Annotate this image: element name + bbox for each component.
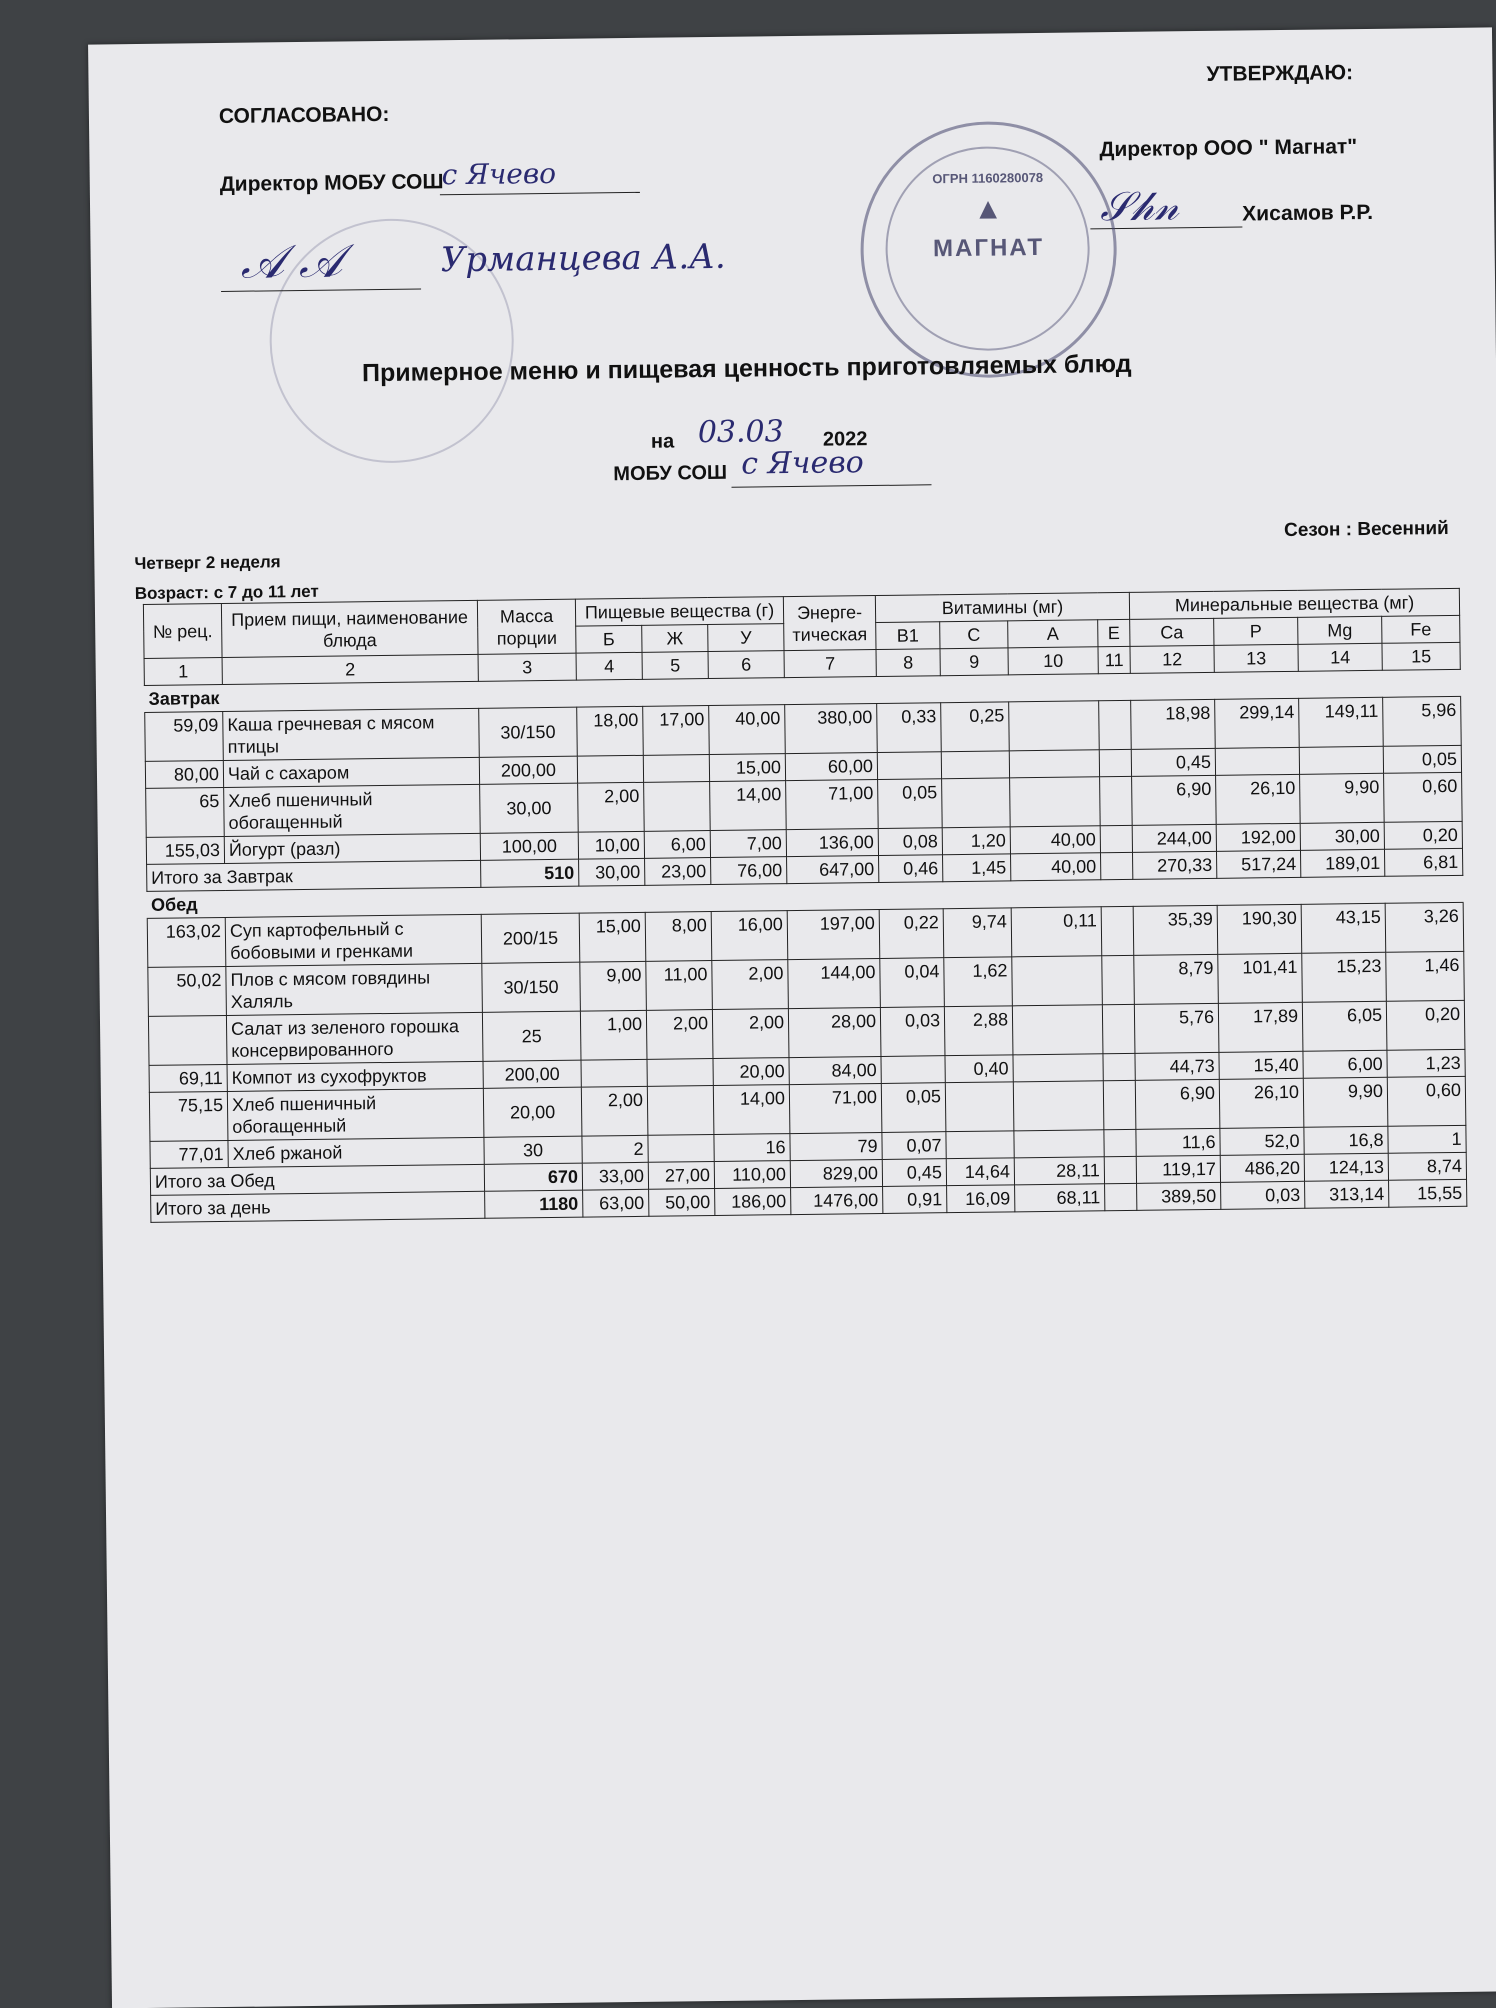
value-b1 <box>881 1056 945 1084</box>
value-a <box>1009 701 1100 751</box>
column-number: 7 <box>784 649 876 677</box>
portion-mass: 200,00 <box>479 756 577 784</box>
value-fe: 0,60 <box>1384 772 1463 822</box>
value-zh <box>648 1135 714 1163</box>
value-b1: 0,22 <box>879 909 944 959</box>
column-number: 9 <box>940 648 1008 676</box>
value-mg <box>1299 746 1383 774</box>
recipe-number: 59,09 <box>145 711 224 761</box>
total-b: 63,00 <box>583 1189 649 1217</box>
dish-name: Суп картофельный с бобовыми и гренками <box>225 914 482 966</box>
value-c: 1,62 <box>944 957 1013 1007</box>
total-label: Итого за день <box>151 1191 485 1222</box>
header-a: А <box>1008 620 1098 648</box>
total-zh: 23,00 <box>645 858 711 886</box>
value-e <box>1103 1053 1135 1080</box>
header-b: Б <box>576 625 642 653</box>
season-label: Сезон : Весенний <box>1283 517 1449 541</box>
portion-mass: 30/150 <box>482 962 581 1012</box>
recipe-number: 80,00 <box>145 760 223 788</box>
value-c: 9,74 <box>943 908 1012 958</box>
header-nutrients: Пищевые вещества (г) <box>575 597 783 627</box>
value-u: 14,00 <box>713 1085 790 1135</box>
header-energy: Энерге-тическая <box>783 595 876 650</box>
total-b: 30,00 <box>579 858 645 886</box>
value-b1: 0,03 <box>880 1007 945 1057</box>
total-c: 14,64 <box>946 1158 1014 1186</box>
total-ca: 119,17 <box>1136 1155 1220 1183</box>
section-title: Завтрак <box>144 669 1460 712</box>
header-mass: Масса порции <box>477 599 576 654</box>
value-u: 20,00 <box>713 1058 789 1086</box>
value-zh <box>643 755 709 783</box>
column-number: 13 <box>1214 644 1298 672</box>
value-energy: 144,00 <box>788 958 881 1008</box>
value-c <box>945 1082 1014 1132</box>
value-b1 <box>877 752 941 780</box>
value-e <box>1100 825 1132 852</box>
value-e <box>1101 906 1134 955</box>
value-e <box>1099 700 1132 749</box>
value-fe: 0,05 <box>1383 745 1461 773</box>
day-label: Четверг 2 неделя <box>134 552 281 574</box>
school-label: МОБУ СОШ <box>613 461 728 486</box>
total-fe: 6,81 <box>1385 848 1463 876</box>
header-u: У <box>708 624 784 652</box>
value-b1: 0,04 <box>880 958 945 1008</box>
value-fe: 1,23 <box>1387 1049 1465 1077</box>
value-fe: 1,46 <box>1386 951 1465 1001</box>
column-number: 14 <box>1298 643 1382 671</box>
recipe-number <box>148 1015 227 1065</box>
value-u: 7,00 <box>710 830 786 858</box>
header-rec: № рец. <box>143 603 222 658</box>
dish-name: Хлеб пшеничный обогащенный <box>224 784 481 836</box>
value-mg: 15,23 <box>1302 952 1387 1002</box>
left-signature: 𝒜 𝒜 <box>240 233 343 289</box>
value-mg: 9,90 <box>1300 773 1385 823</box>
total-e <box>1105 1183 1137 1210</box>
portion-mass: 200,00 <box>483 1060 581 1088</box>
value-p: 101,41 <box>1218 953 1303 1003</box>
value-energy: 84,00 <box>789 1056 881 1084</box>
value-ca: 6,90 <box>1132 775 1217 825</box>
value-mg: 30,00 <box>1300 822 1384 850</box>
left-signature-name: Урманцева А.А. <box>440 236 726 281</box>
value-zh <box>647 1086 714 1136</box>
value-e <box>1099 749 1131 776</box>
total-fe: 15,55 <box>1389 1179 1467 1207</box>
value-mg: 16,8 <box>1304 1126 1388 1154</box>
value-e <box>1102 955 1135 1004</box>
total-ca: 389,50 <box>1137 1182 1221 1210</box>
total-energy: 1476,00 <box>791 1186 883 1214</box>
value-b: 2 <box>582 1135 648 1163</box>
value-fe: 0,20 <box>1384 821 1462 849</box>
value-b1: 0,07 <box>882 1132 946 1160</box>
value-ca: 35,39 <box>1133 905 1218 955</box>
value-c: 1,20 <box>942 827 1010 855</box>
total-a: 28,11 <box>1014 1157 1104 1185</box>
date-handwritten: 03.03 <box>697 414 784 451</box>
left-director-handwritten: с Ячево <box>441 156 557 192</box>
value-p: 26,10 <box>1219 1078 1304 1128</box>
value-zh: 2,00 <box>646 1010 713 1060</box>
value-b1: 0,05 <box>881 1083 946 1133</box>
total-energy: 647,00 <box>787 855 879 883</box>
value-zh <box>644 782 711 832</box>
value-energy: 60,00 <box>785 752 877 780</box>
total-mg: 313,14 <box>1305 1180 1389 1208</box>
header-e: Е <box>1098 619 1130 646</box>
value-u: 16,00 <box>711 911 788 961</box>
value-zh: 8,00 <box>645 912 712 962</box>
column-number: 1 <box>144 657 222 685</box>
header-zh: Ж <box>642 625 708 653</box>
dish-name: Каша гречневая с мясом птицы <box>223 708 480 760</box>
column-number: 3 <box>478 653 576 681</box>
value-mg: 6,05 <box>1302 1001 1387 1051</box>
total-u: 186,00 <box>715 1188 791 1216</box>
value-b: 2,00 <box>578 782 645 832</box>
total-mass: 1180 <box>485 1190 583 1218</box>
header-name: Прием пищи, наименование блюда <box>221 600 478 657</box>
value-a <box>1013 1054 1103 1082</box>
value-ca: 0,45 <box>1131 748 1215 776</box>
value-fe: 0,20 <box>1386 1000 1465 1050</box>
column-number: 6 <box>708 651 784 679</box>
school-line <box>732 484 932 487</box>
value-ca: 5,76 <box>1134 1003 1219 1053</box>
value-energy: 71,00 <box>789 1083 882 1133</box>
total-a: 68,11 <box>1015 1184 1105 1212</box>
age-label: Возраст: с 7 до 11 лет <box>134 581 319 604</box>
column-number: 11 <box>1098 646 1130 673</box>
value-energy: 380,00 <box>785 703 878 753</box>
left-director-line <box>440 192 640 195</box>
recipe-number: 69,11 <box>149 1064 227 1092</box>
column-number: 15 <box>1382 642 1460 670</box>
column-number: 10 <box>1008 647 1098 675</box>
left-director-label: Директор МОБУ СОШ <box>219 170 444 196</box>
recipe-number: 163,02 <box>147 917 226 967</box>
value-zh: 11,00 <box>646 961 713 1011</box>
value-p: 299,14 <box>1215 698 1300 748</box>
value-energy: 79 <box>790 1132 882 1160</box>
value-energy: 197,00 <box>787 909 880 959</box>
dish-name: Хлеб пшеничный обогащенный <box>227 1088 484 1140</box>
value-c <box>942 778 1011 828</box>
header-mg: Mg <box>1298 616 1382 644</box>
portion-mass: 30 <box>484 1136 582 1164</box>
total-b1: 0,91 <box>883 1186 947 1214</box>
header-minerals: Минеральные вещества (мг) <box>1129 588 1459 619</box>
value-a <box>1012 1005 1103 1055</box>
value-ca: 8,79 <box>1134 954 1219 1004</box>
stamp-logo-icon: ▲ <box>973 192 1004 226</box>
portion-mass: 100,00 <box>480 832 578 860</box>
paper-sheet <box>88 27 1496 2008</box>
recipe-number: 77,01 <box>150 1140 228 1168</box>
value-b: 1,00 <box>580 1010 647 1060</box>
value-b: 10,00 <box>578 831 644 859</box>
date-on-label: на <box>650 430 675 453</box>
value-a <box>1013 1081 1104 1131</box>
portion-mass: 30,00 <box>480 783 579 833</box>
recipe-number: 50,02 <box>148 966 227 1016</box>
total-label: Итого за Обед <box>150 1164 484 1195</box>
total-b: 33,00 <box>582 1162 648 1190</box>
header-ca: Ca <box>1130 618 1214 646</box>
company-stamp <box>859 120 1118 379</box>
value-a <box>1012 956 1103 1006</box>
value-fe: 0,60 <box>1387 1076 1466 1126</box>
dish-name: Плов с мясом говядины Халяль <box>226 963 483 1015</box>
value-b <box>581 1059 647 1087</box>
value-u: 2,00 <box>712 960 789 1010</box>
value-a <box>1014 1130 1104 1158</box>
value-c: 0,40 <box>945 1055 1013 1083</box>
value-p: 52,0 <box>1220 1127 1304 1155</box>
total-c: 1,45 <box>943 854 1011 882</box>
total-u: 76,00 <box>711 857 787 885</box>
portion-mass: 200/15 <box>481 913 580 963</box>
value-mg: 149,11 <box>1299 697 1384 747</box>
value-mg: 6,00 <box>1303 1050 1387 1078</box>
value-b <box>577 755 643 783</box>
dish-name: Чай с сахаром <box>223 757 479 787</box>
dish-name: Салат из зеленого горошка консервированного <box>226 1012 483 1064</box>
total-label: Итого за Завтрак <box>147 860 481 891</box>
approve-label: УТВЕРЖДАЮ: <box>1206 61 1354 86</box>
value-ca: 18,98 <box>1131 699 1216 749</box>
total-u: 110,00 <box>714 1161 790 1189</box>
portion-mass: 25 <box>482 1011 581 1061</box>
column-number: 2 <box>222 654 478 684</box>
right-director-name: Хисамов Р.Р. <box>1242 200 1374 226</box>
date-year: 2022 <box>822 428 868 451</box>
dish-name: Хлеб ржаной <box>228 1137 484 1167</box>
dish-name: Йогурт (разл) <box>224 833 480 863</box>
header-fe: Fe <box>1382 615 1460 643</box>
right-signature: 𝒮𝒽𝓃 <box>1099 183 1179 231</box>
value-c: 0,25 <box>941 702 1010 752</box>
total-fe: 8,74 <box>1388 1152 1466 1180</box>
page-title: Примерное меню и пищевая ценность приготовляемых блюд <box>361 349 1132 388</box>
total-b1: 0,45 <box>882 1159 946 1187</box>
recipe-number: 65 <box>146 787 225 837</box>
right-director-label: Директор ООО " Магнат" <box>1099 135 1358 162</box>
value-c <box>946 1131 1014 1159</box>
value-fe: 5,96 <box>1383 696 1462 746</box>
value-u: 16 <box>714 1134 790 1162</box>
total-c: 16,09 <box>947 1185 1015 1213</box>
value-p: 192,00 <box>1216 823 1300 851</box>
value-e <box>1102 1004 1135 1053</box>
total-e <box>1101 852 1133 879</box>
value-c <box>941 751 1009 779</box>
recipe-number: 75,15 <box>149 1091 228 1141</box>
stamp-ring-text: ОГРН 1160280078 <box>932 169 1044 187</box>
total-p: 517,24 <box>1217 850 1301 878</box>
value-ca: 11,6 <box>1136 1128 1220 1156</box>
total-p: 0,03 <box>1221 1181 1305 1209</box>
value-u: 40,00 <box>709 705 786 755</box>
value-a: 40,00 <box>1010 826 1100 854</box>
value-zh: 6,00 <box>644 831 710 859</box>
total-mass: 670 <box>484 1163 582 1191</box>
recipe-number: 155,03 <box>146 836 224 864</box>
value-zh <box>647 1059 713 1087</box>
value-fe: 1 <box>1388 1125 1466 1153</box>
value-fe: 3,26 <box>1385 902 1464 952</box>
value-b1: 0,05 <box>878 779 943 829</box>
value-p: 17,89 <box>1218 1002 1303 1052</box>
total-p: 486,20 <box>1220 1154 1304 1182</box>
total-mass: 510 <box>481 859 579 887</box>
total-ca: 270,33 <box>1133 851 1217 879</box>
menu-table <box>143 588 1468 1223</box>
agreed-label: СОГЛАСОВАНО: <box>218 102 390 128</box>
value-e <box>1103 1080 1136 1129</box>
value-u: 2,00 <box>712 1009 789 1059</box>
value-b: 18,00 <box>577 706 644 756</box>
value-u: 14,00 <box>710 781 787 831</box>
value-mg: 9,90 <box>1303 1077 1388 1127</box>
dish-name: Компот из сухофруктов <box>227 1061 483 1091</box>
column-number: 8 <box>876 649 940 677</box>
stamp-company-name: МАГНАТ <box>932 233 1045 263</box>
value-a <box>1010 777 1101 827</box>
total-energy: 829,00 <box>790 1159 882 1187</box>
value-energy: 71,00 <box>786 779 879 829</box>
total-a: 40,00 <box>1011 853 1101 881</box>
header-b1: В1 <box>876 622 940 650</box>
column-number: 5 <box>642 652 708 680</box>
value-energy: 28,00 <box>788 1007 881 1057</box>
value-p <box>1215 747 1299 775</box>
value-mg: 43,15 <box>1301 903 1386 953</box>
value-e <box>1104 1129 1136 1156</box>
total-zh: 50,00 <box>649 1189 715 1217</box>
value-ca: 44,73 <box>1135 1052 1219 1080</box>
value-p: 190,30 <box>1217 904 1302 954</box>
value-b: 15,00 <box>579 912 646 962</box>
total-zh: 27,00 <box>648 1162 714 1190</box>
column-number: 12 <box>1130 645 1214 673</box>
total-mg: 189,01 <box>1301 849 1385 877</box>
value-c: 2,88 <box>944 1006 1013 1056</box>
value-a <box>1009 750 1099 778</box>
value-energy: 136,00 <box>786 828 878 856</box>
school-handwritten: с Ячево <box>741 445 864 482</box>
portion-mass: 20,00 <box>483 1087 582 1137</box>
total-b1: 0,46 <box>879 855 943 883</box>
value-zh: 17,00 <box>643 706 710 756</box>
total-mg: 124,13 <box>1304 1153 1388 1181</box>
portion-mass: 30/150 <box>479 707 578 757</box>
column-number: 4 <box>576 652 642 680</box>
header-p: P <box>1214 617 1298 645</box>
value-ca: 6,90 <box>1135 1079 1220 1129</box>
value-b1: 0,08 <box>878 828 942 856</box>
value-b1: 0,33 <box>877 703 942 753</box>
value-e <box>1100 776 1133 825</box>
total-e <box>1104 1156 1136 1183</box>
value-b: 9,00 <box>580 961 647 1011</box>
value-a: 0,11 <box>1011 907 1102 957</box>
value-u: 15,00 <box>709 754 785 782</box>
value-p: 26,10 <box>1216 774 1301 824</box>
header-vitamins: Витамины (мг) <box>875 592 1129 622</box>
section-title: Обед <box>147 875 1463 918</box>
header-c: С <box>940 621 1008 649</box>
value-ca: 244,00 <box>1132 824 1216 852</box>
value-p: 15,40 <box>1219 1051 1303 1079</box>
value-b: 2,00 <box>581 1086 648 1136</box>
